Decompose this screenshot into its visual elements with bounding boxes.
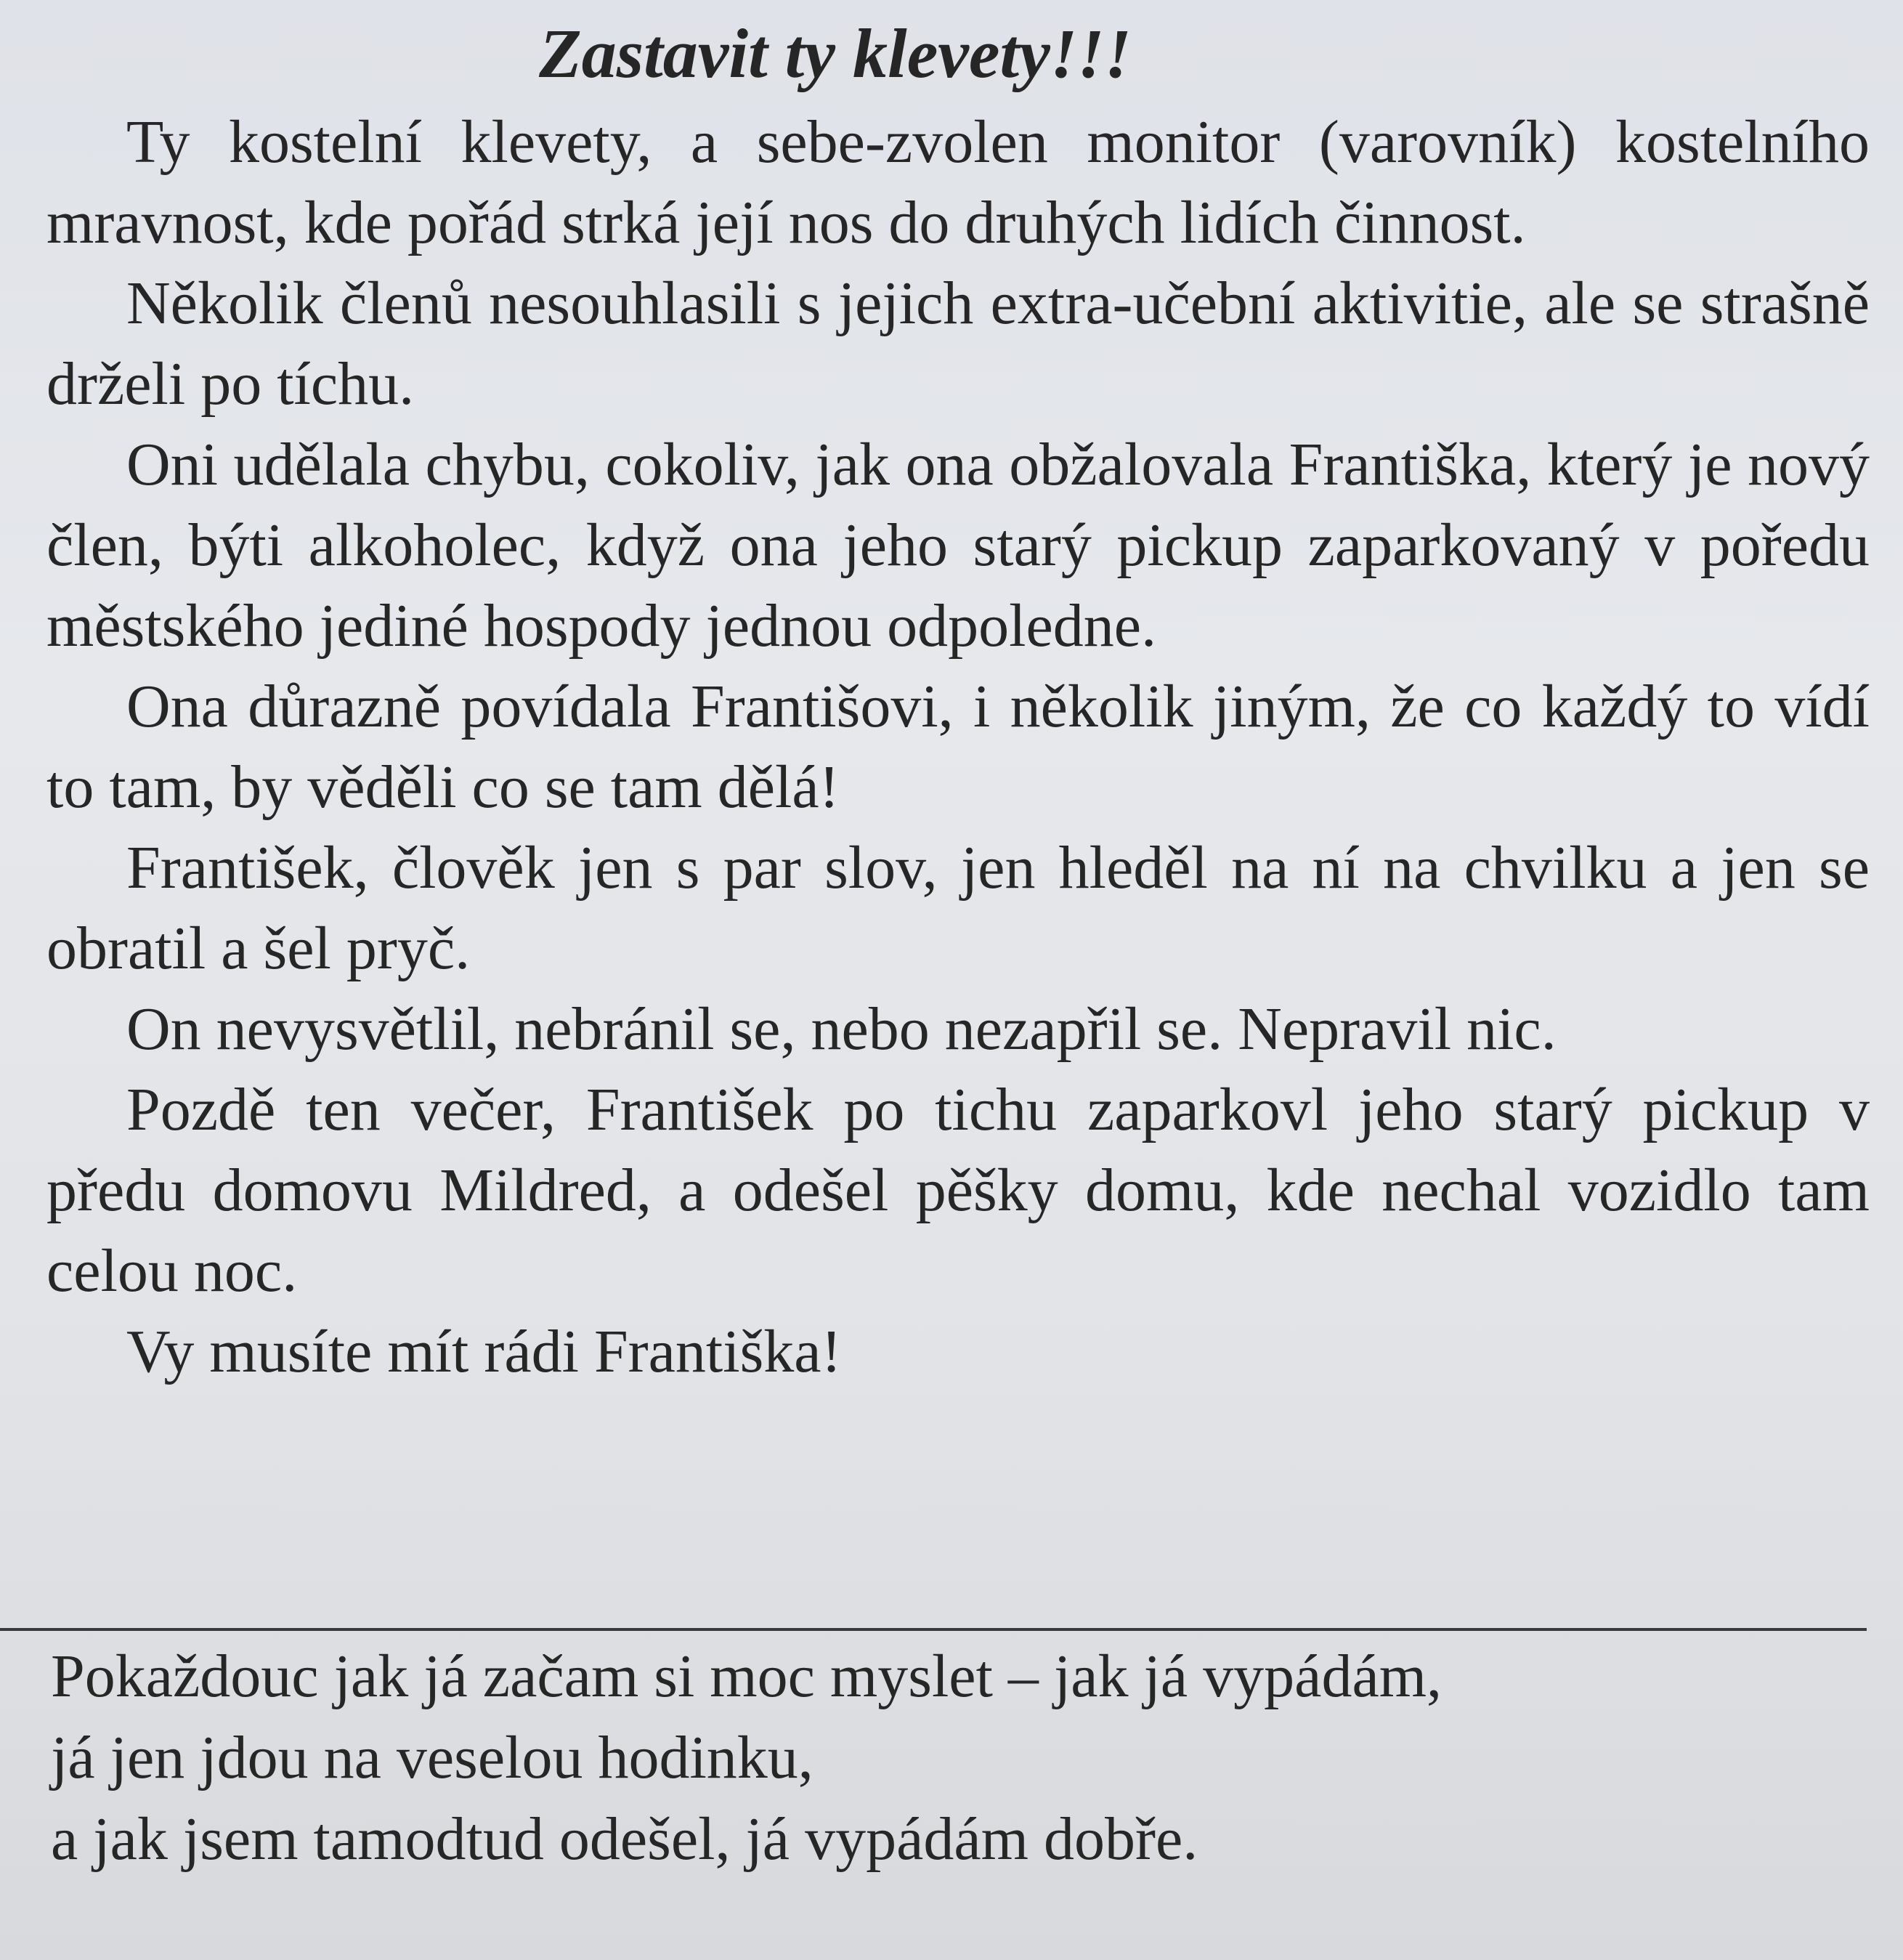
paragraph-6: On nevysvětlil, nebránil se, nebo nezapřil se. Nepravil nic.	[126, 995, 1557, 1063]
section-divider	[0, 1628, 1867, 1631]
paragraph-7: Pozdě ten večer, František po tichu zaparkovl jeho starý pickup v předu domovu Mildred, a odešel pěšky domu, kde nechal vozidlo tam celou noc.	[46, 1076, 1870, 1305]
paragraph-5: František, člověk jen s par slov, jen hleděl na ní na chvilku a jen se obratil a šel pryč.	[46, 834, 1870, 982]
paragraph-1: Ty kostelní klevety, a sebe-zvolen monitor (varovník) kostelního mravnost, kde pořád strká její nos do druhých lidích činnost.	[46, 108, 1870, 256]
verse-line-2: já jen jdou na veselou hodinku,	[51, 1724, 813, 1791]
paragraph-2: Několik členů nesouhlasili s jejich extra-učební aktivitie, ale se strašně drželi po tíchu.	[46, 270, 1870, 418]
verse-block	[51, 1636, 1867, 1880]
paragraph-8: Vy musíte mít rádi Františka!	[126, 1318, 842, 1385]
verse-line-3: a jak jsem tamodtud odešel, já vypádám dobře.	[51, 1805, 1198, 1873]
verse-line-1: Pokaždouc jak já začam si moc myslet – jak já vypádám,	[51, 1643, 1443, 1710]
paragraph-4: Ona důrazně povídala Františovi, i několik jiným, že co každý to vídí to tam, by věděli co se tam dělá!	[46, 673, 1870, 821]
article-body	[46, 102, 1870, 1392]
document-title: Zastavit ty klevety!!!	[539, 15, 1132, 92]
paragraph-3: Oni udělala chybu, cokoliv, jak ona obžalovala Františka, který je nový člen, býti alkoholec, když ona jeho starý pickup zaparkovaný v poředu městského jediné hospody jednou odpoledne.	[46, 431, 1870, 660]
